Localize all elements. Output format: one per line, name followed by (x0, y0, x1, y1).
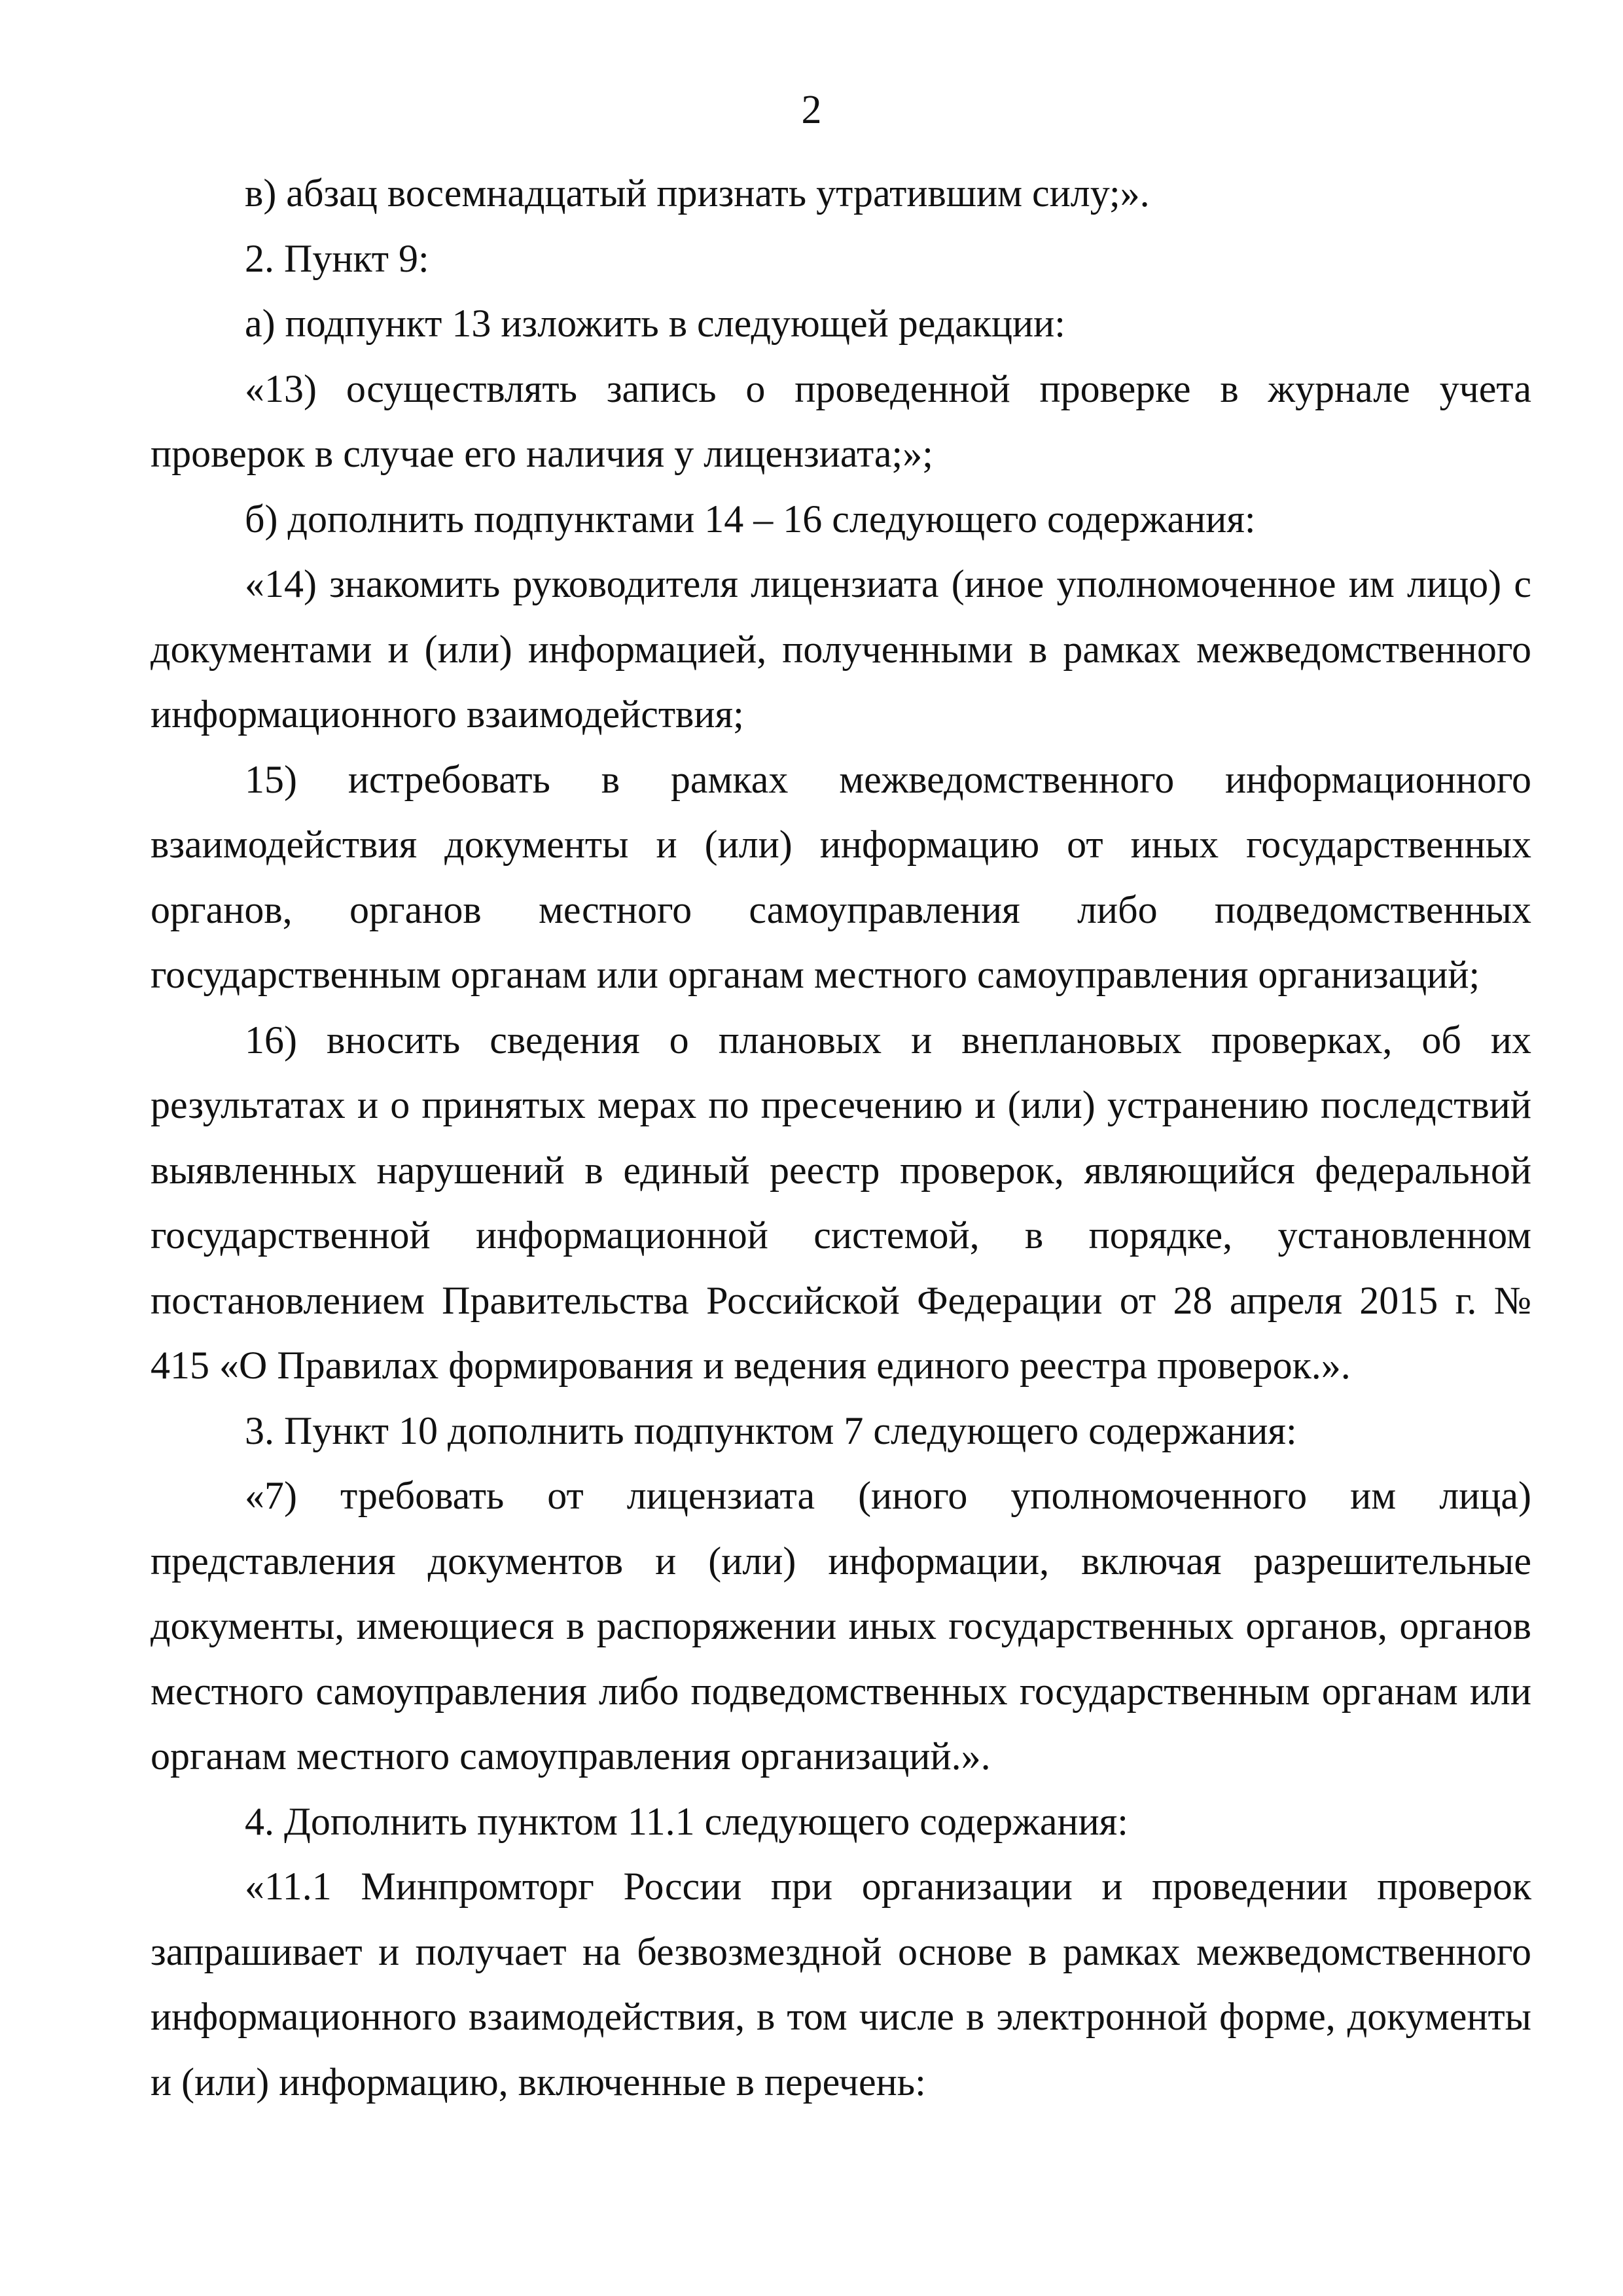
paragraph-1: в) абзац восемнадцатый признать утратившим силу;». (245, 171, 1150, 215)
paragraph-5: б) дополнить подпунктами 14 – 16 следующего содержания: (245, 497, 1256, 541)
paragraph-9: 3. Пункт 10 дополнить подпунктом 7 следующего содержания: (245, 1408, 1297, 1452)
paragraph-8: 16) вносить сведения о плановых и внеплановых проверках, об их результатах и о принятых мерах по пресечению и (или) устранению последствий выявленных нарушений в единый реестр проверок, являющийся федеральной государственной информационной системой, в порядке, установленном постановлением Правительства Российской Федерации от 28 апреля 2015 г. № 415 «О Правилах формирования и ведения единого реестра проверок.». (151, 1018, 1531, 1387)
paragraph-10: «7) требовать от лицензиата (иного уполномоченного им лица) представления документов и (или) информации, включая разрешительные документы, имеющиеся в распоряжении иных государственных органов, органов местного самоуправления либо подведомственных государственным органам или органам местного самоуправления организаций.». (151, 1474, 1531, 1778)
page-number: 2 (801, 88, 822, 132)
paragraph-4: «13) осуществлять запись о проведенной проверке в журнале учета проверок в случае его наличия у лицензиата;»; (151, 367, 1531, 475)
paragraph-7: 15) истребовать в рамках межведомственного информационного взаимодействия документы и (или) информацию от иных государственных органов, органов местного самоуправления либо подведомственных государственным органам или органам местного самоуправления организаций; (151, 757, 1531, 996)
document-body (151, 161, 1531, 2115)
paragraph-2: 2. Пункт 9: (245, 236, 429, 280)
paragraph-3: а) подпункт 13 изложить в следующей редакции: (245, 302, 1065, 345)
paragraph-6: «14) знакомить руководителя лицензиата (иное уполномоченное им лицо) с документами и (или) информацией, полученными в рамках межведомственного информационного взаимодействия; (151, 562, 1531, 736)
paragraph-11: 4. Дополнить пунктом 11.1 следующего содержания: (245, 1799, 1128, 1843)
paragraph-12: «11.1 Минпромторг России при организации и проведении проверок запрашивает и получает на безвозмездной основе в рамках межведомственного информационного взаимодействия, в том числе в электронной форме, документы и (или) информацию, включенные в перечень: (151, 1865, 1531, 2104)
